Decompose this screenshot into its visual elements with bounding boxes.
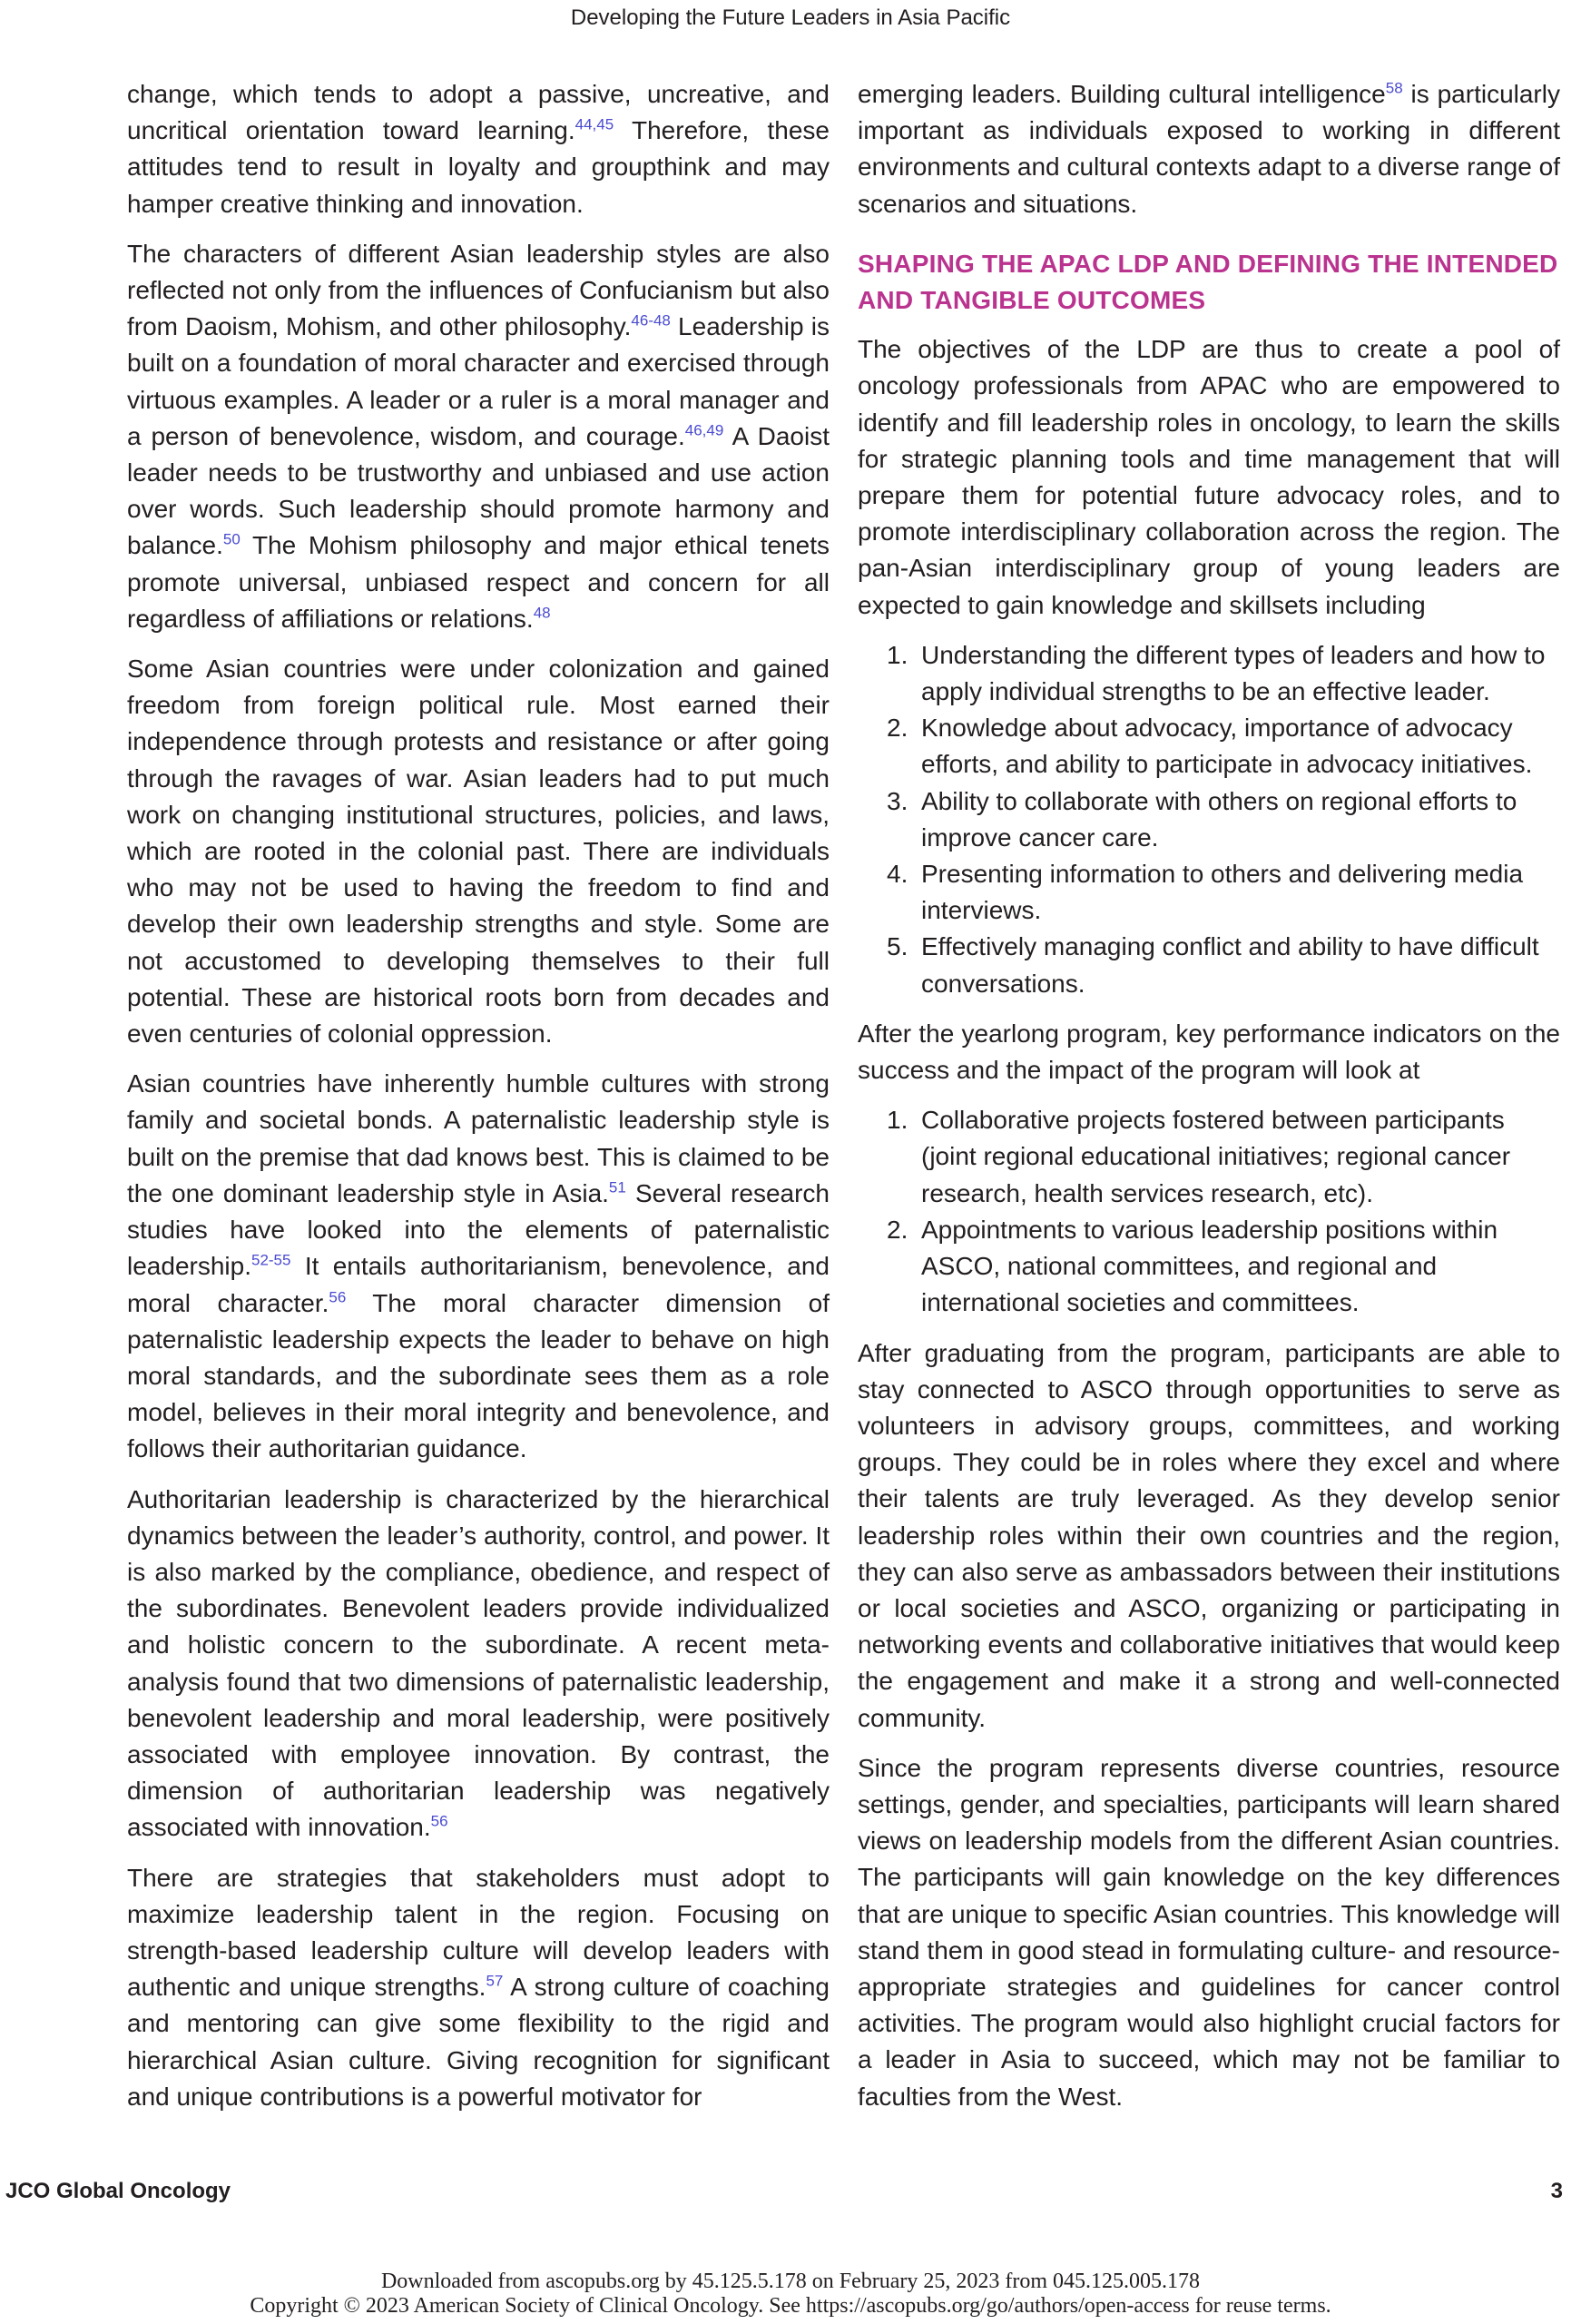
citation[interactable]: 51 bbox=[608, 1178, 626, 1196]
citation[interactable]: 57 bbox=[486, 1972, 504, 1990]
paragraph: Some Asian countries were under colonization and gained freedom from foreign political rule. Most earned their independence through protests and resistance or after going through the ravages of war. Asian leaders had to put much work on changing institutional structures, policies, and laws, which are rooted in the colonial past. There are individuals who may not be used to having the freedom to find and develop their own leadership strengths and style. Some are not accustomed to developing themselves to their full potential. These are historical roots born from decades and even centuries of colonial oppression. bbox=[127, 655, 830, 1049]
paragraph: Asian countries have inherently humble cultures with strong family and societal bonds. A paternalistic leadership style is built on the premise that dad knows best. This is claimed to be the one dominant leadership style in Asia.$^{51}$ Several research studies have looked into the elements of paternalistic leadership.$^{52-55}$ It entails authoritarianism, benevolence, and moral character.$^{56}$ The moral character dimension of paternalistic leadership expects the leader to behave on high moral standards, and the subordinate sees them as a role model, believes in their moral integrity and benevolence, and follows their authoritarian guidance. bbox=[127, 1069, 830, 1463]
citation[interactable]: 44,45 bbox=[574, 115, 614, 133]
list-item: 3. Ability to collaborate with others on regional efforts to improve cancer care. bbox=[887, 786, 1517, 852]
paragraph: The characters of different Asian leadership styles are also reflected not only from the influences of Confucianism but also from Daoism, Mohism, and other philosophy.$^{46-48}$ Leadership is built on a foundation of moral character and exercised through virtuous examples. A leader or a ruler is a moral manager and a person of benevolence, wisdom, and courage.$^{46,49}$ A Daoist leader needs to be trustworthy and unbiased and use action over words. Such leadership should promote harmony and balance.$^{50}$ The Mohism philosophy and major ethical tenets promote universal, unbiased respect and concern for all regardless of affiliations or relations.$^{48}$ bbox=[127, 239, 830, 633]
list-item: 4. Presenting information to others and delivering media interviews. bbox=[887, 860, 1524, 925]
list-item: 1. Collaborative projects fostered between participants (joint regional educational initiatives; regional cancer research, health services research, etc). bbox=[887, 1106, 1511, 1207]
skills-list bbox=[858, 637, 1560, 1002]
paragraph: After the yearlong program, key performance indicators on the success and the impact of the program will look at bbox=[858, 1019, 1560, 1085]
section-heading: SHAPING THE APAC LDP AND DEFINING THE INTENDED AND TANGIBLE OUTCOMES bbox=[858, 249, 1558, 315]
paragraph: After graduating from the program, participants are able to stay connected to ASCO through opportunities to serve as volunteers in advisory groups, committees, and working groups. They could be in roles where they excel and where their talents are truly leveraged. As they develop senior leadership roles within their own countries and the region, they can also serve as ambassadors between their institutions or local societies and ASCO, organizing or participating in networking events and collaborative initiatives that would keep the engagement and make it a strong and well-connected community. bbox=[858, 1338, 1560, 1732]
citation[interactable]: 52-55 bbox=[250, 1251, 291, 1269]
download-line: Downloaded from ascopubs.org by 45.125.5.178 on February 25, 2023 from 045.125.005.178 bbox=[380, 2270, 1201, 2293]
citation[interactable]: 56 bbox=[329, 1288, 347, 1306]
paragraph: Since the program represents diverse countries, resource settings, gender, and specialties, participants will learn shared views on leadership models from the different Asian countries. The participants will gain knowledge on the key differences that are unique to specific Asian countries. This knowledge will stand them in good stead in formulating culture- and resource-appropriate strategies and guidelines for cancer control activities. The program would also highlight crucial factors for a leader in Asia to succeed, which may not be familiar to faculties from the West. bbox=[858, 1753, 1560, 2111]
citation[interactable]: 58 bbox=[1385, 79, 1403, 97]
paragraph: emerging leaders. Building cultural intelligence$^{58}$ is particularly important as individuals exposed to working in different environments and cultural contexts adapt to a diverse range of scenarios and situations. bbox=[858, 79, 1560, 218]
kpi-list bbox=[858, 1102, 1560, 1321]
right-column bbox=[858, 76, 1560, 2129]
list-item: 1. Understanding the different types of leaders and how to apply individual strengths to be an effective leader. bbox=[887, 640, 1546, 706]
download-note bbox=[0, 2270, 1581, 2319]
journal-name: JCO Global Oncology bbox=[5, 2179, 231, 2203]
paragraph: Authoritarian leadership is characterized by the hierarchical dynamics between the leader’s authority, control, and power. It is also marked by the compliance, obedience, and respect of the subordinates. Benevolent leaders provide individualized and holistic concern to the subordinate. A recent meta-analysis found that two dimensions of paternalistic leadership, benevolent leadership and moral leadership, were positively associated with employee innovation. By contrast, the dimension of authoritarian leadership was negatively associated with innovation.$^{56}$ bbox=[127, 1484, 830, 1842]
list-item: 5. Effectively managing conflict and ability to have difficult conversations. bbox=[887, 932, 1539, 998]
copyright-line: Copyright © 2023 American Society of Clinical Oncology. See https://ascopubs.org/go/authors/open-access for reuse terms. bbox=[250, 2294, 1331, 2318]
list-item: 2. Appointments to various leadership positions within ASCO, national committees, and regional and international societies and committees. bbox=[887, 1215, 1498, 1317]
list-item: 2. Knowledge about advocacy, importance of advocacy efforts, and ability to participate in advocacy initiatives. bbox=[887, 714, 1533, 779]
page-number: 3 bbox=[1550, 2179, 1563, 2203]
citation[interactable]: 56 bbox=[430, 1813, 448, 1831]
paragraph: There are strategies that stakeholders must adopt to maximize leadership talent in the region. Focusing on strength-based leadership culture will develop leaders with authentic and unique strengths.$^{57}$ A strong culture of coaching and mentoring can give some flexibility to the rigid and hierarchical Asian culture. Giving recognition for significant and unique contributions is a powerful motivator for bbox=[127, 1863, 830, 2111]
running-title: Developing the Future Leaders in Asia Pacific bbox=[570, 5, 1011, 30]
paragraph: change, which tends to adopt a passive, uncreative, and uncritical orientation toward learning.$^{44,45}$ Therefore, these attitudes tend to result in loyalty and groupthink and may hamper creative thinking and innovation. bbox=[127, 80, 830, 218]
paragraph: The objectives of the LDP are thus to create a pool of oncology professionals from APAC who are empowered to identify and fill leadership roles in oncology, to learn the skills for strategic planning tools and time management that will prepare them for potential future advocacy roles, and to promote interdisciplinary collaboration across the region. The pan-Asian interdisciplinary group of young leaders are expected to gain knowledge and skillsets including bbox=[858, 335, 1560, 619]
left-column bbox=[127, 76, 830, 2129]
citation[interactable]: 50 bbox=[222, 531, 241, 549]
citation[interactable]: 46-48 bbox=[631, 311, 671, 330]
citation[interactable]: 46,49 bbox=[684, 421, 724, 439]
citation[interactable]: 48 bbox=[533, 604, 551, 622]
